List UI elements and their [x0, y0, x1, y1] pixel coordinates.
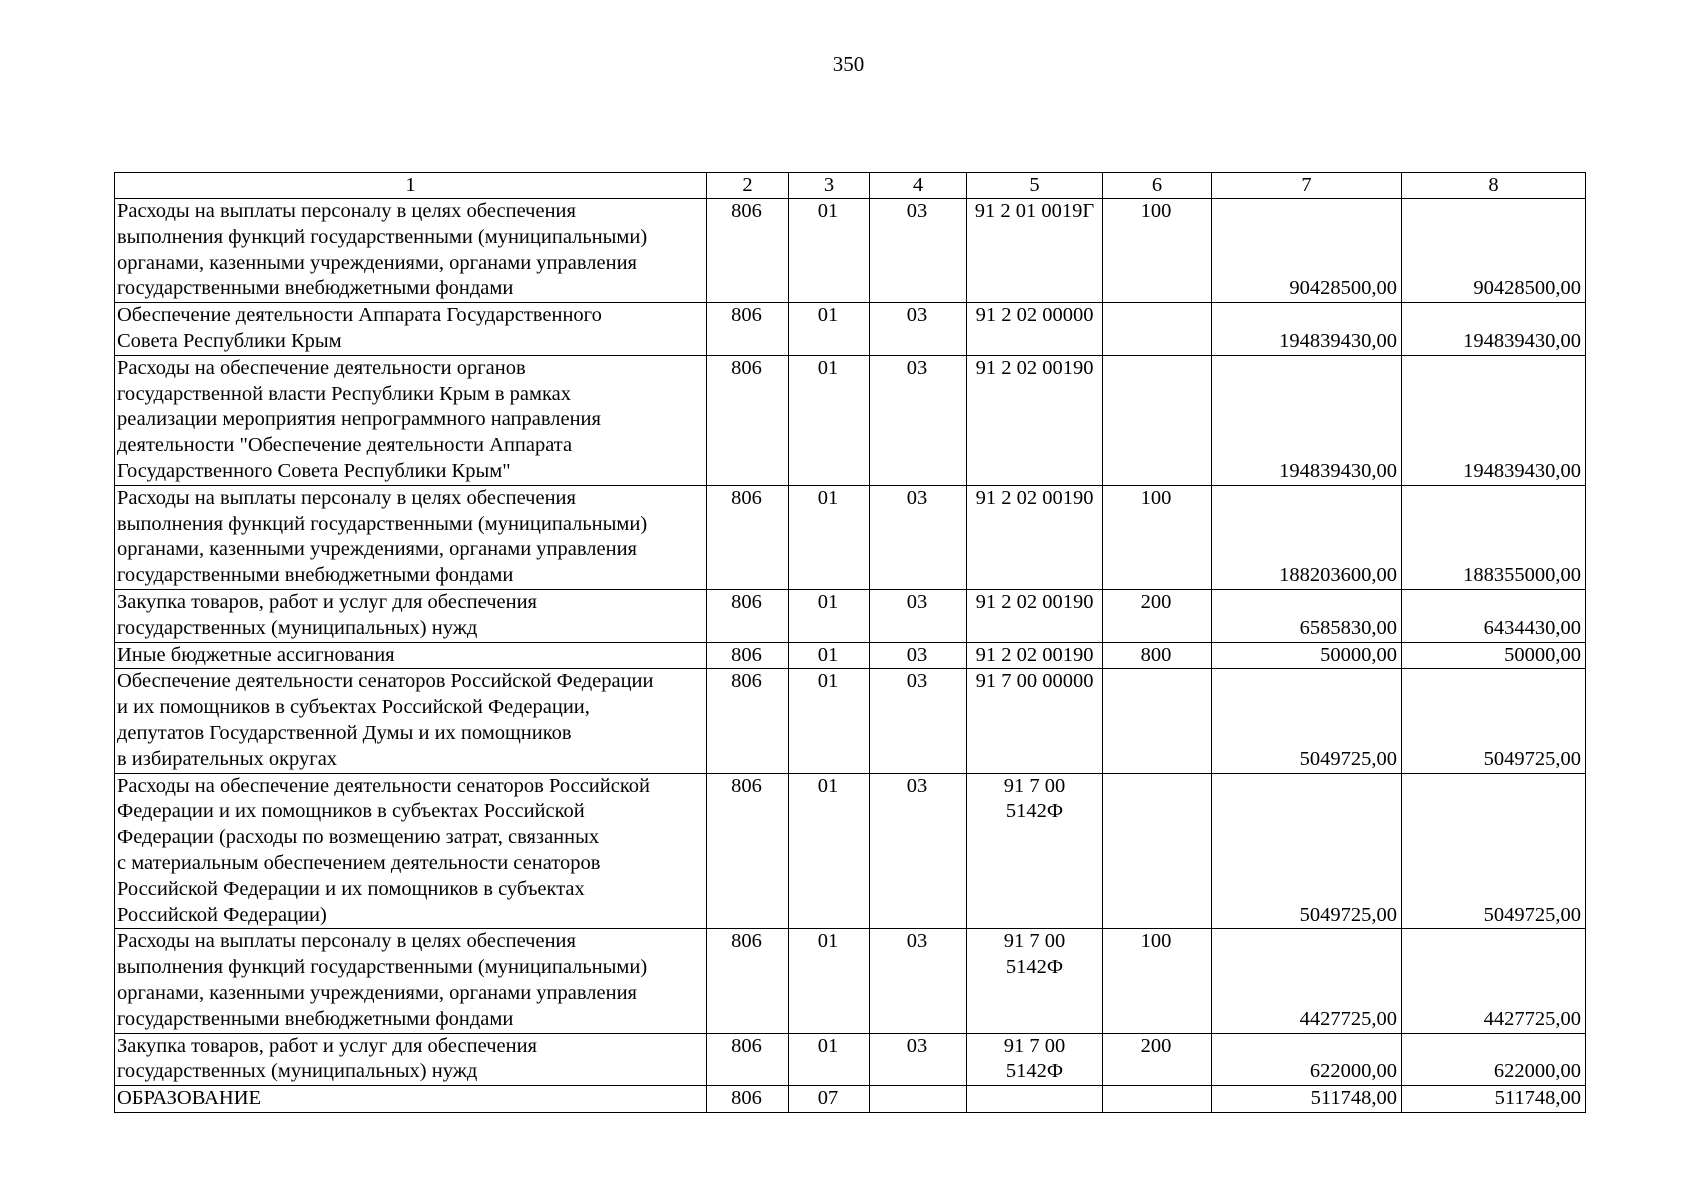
ministry-code: 806	[707, 199, 789, 303]
page-number: 350	[832, 52, 865, 76]
subsection-code: 03	[870, 589, 967, 642]
amount-col7: 511748,00	[1212, 1086, 1402, 1113]
amount-col8: 194839430,00	[1402, 355, 1586, 485]
table-row	[115, 929, 1586, 1033]
ministry-code: 806	[707, 1033, 789, 1086]
amount-col7: 5049725,00	[1212, 669, 1402, 773]
amount-col8: 5049725,00	[1402, 669, 1586, 773]
section-code: 01	[789, 929, 870, 1033]
expense-type-code	[1103, 773, 1212, 929]
expense-name: Расходы на обеспечение деятельности органов государственной власти Республики Крым в рамках реализации мероприятия непрограммного направления деятельности "Обеспечение деятельности Аппарата Государственного Совета Республики Крым"	[115, 355, 707, 485]
amount-col7: 90428500,00	[1212, 199, 1402, 303]
subsection-code: 03	[870, 773, 967, 929]
expense-name: Закупка товаров, работ и услуг для обеспечения государственных (муниципальных) нужд	[115, 1033, 707, 1086]
ministry-code: 806	[707, 1086, 789, 1113]
expense-type-code: 800	[1103, 642, 1212, 669]
amount-col8: 90428500,00	[1402, 199, 1586, 303]
expense-type-code: 200	[1103, 589, 1212, 642]
table-row	[115, 589, 1586, 642]
section-code: 01	[789, 1033, 870, 1086]
expense-type-code: 200	[1103, 1033, 1212, 1086]
ministry-code: 806	[707, 355, 789, 485]
subsection-code: 03	[870, 199, 967, 303]
amount-col8: 6434430,00	[1402, 589, 1586, 642]
ministry-code: 806	[707, 642, 789, 669]
section-code: 01	[789, 199, 870, 303]
subsection-code: 03	[870, 1033, 967, 1086]
column-header: 1	[115, 173, 707, 199]
section-code: 01	[789, 773, 870, 929]
target-article-code: 91 2 01 0019Г	[967, 199, 1103, 303]
target-article-code: 91 2 02 00190	[967, 642, 1103, 669]
target-article-code	[967, 1086, 1103, 1113]
section-code: 01	[789, 355, 870, 485]
column-header: 8	[1402, 173, 1586, 199]
expense-type-code	[1103, 303, 1212, 356]
ministry-code: 806	[707, 773, 789, 929]
expense-name: Расходы на выплаты персоналу в целях обеспечения выполнения функций государственными (муниципальными) органами, казенными учреждениями, органами управления государственными внебюджетными фондами	[115, 199, 707, 303]
amount-col8: 622000,00	[1402, 1033, 1586, 1086]
column-header: 3	[789, 173, 870, 199]
table-row	[115, 1086, 1586, 1113]
column-number-row	[115, 173, 1586, 199]
expense-name: Расходы на выплаты персоналу в целях обеспечения выполнения функций государственными (муниципальными) органами, казенными учреждениями, органами управления государственными внебюджетными фондами	[115, 929, 707, 1033]
table-row	[115, 1033, 1586, 1086]
expense-name: Закупка товаров, работ и услуг для обеспечения государственных (муниципальных) нужд	[115, 589, 707, 642]
budget-table	[114, 172, 1586, 1113]
section-code: 01	[789, 485, 870, 589]
target-article-code: 91 7 00 5142Ф	[967, 1033, 1103, 1086]
amount-col7: 622000,00	[1212, 1033, 1402, 1086]
target-article-code: 91 7 00 5142Ф	[967, 773, 1103, 929]
expense-name: Обеспечение деятельности сенаторов Российской Федерации и их помощников в субъектах Российской Федерации, депутатов Государственной Думы и их помощников в избирательных округах	[115, 669, 707, 773]
expense-type-code: 100	[1103, 199, 1212, 303]
table-row	[115, 642, 1586, 669]
target-article-code: 91 2 02 00190	[967, 355, 1103, 485]
amount-col7: 188203600,00	[1212, 485, 1402, 589]
table-row	[115, 669, 1586, 773]
expense-type-code	[1103, 669, 1212, 773]
table-row	[115, 773, 1586, 929]
expense-name: Иные бюджетные ассигнования	[115, 642, 707, 669]
expense-name: ОБРАЗОВАНИЕ	[115, 1086, 707, 1113]
target-article-code: 91 2 02 00190	[967, 589, 1103, 642]
section-code: 01	[789, 669, 870, 773]
column-header: 5	[967, 173, 1103, 199]
ministry-code: 806	[707, 669, 789, 773]
amount-col8: 5049725,00	[1402, 773, 1586, 929]
column-header: 4	[870, 173, 967, 199]
amount-col8: 50000,00	[1402, 642, 1586, 669]
amount-col7: 5049725,00	[1212, 773, 1402, 929]
table-row	[115, 199, 1586, 303]
amount-col8: 194839430,00	[1402, 303, 1586, 356]
ministry-code: 806	[707, 303, 789, 356]
subsection-code: 03	[870, 303, 967, 356]
table-row	[115, 485, 1586, 589]
expense-type-code	[1103, 355, 1212, 485]
column-header: 6	[1103, 173, 1212, 199]
target-article-code: 91 7 00 00000	[967, 669, 1103, 773]
target-article-code: 91 7 00 5142Ф	[967, 929, 1103, 1033]
target-article-code: 91 2 02 00190	[967, 485, 1103, 589]
subsection-code	[870, 1086, 967, 1113]
expense-name: Расходы на выплаты персоналу в целях обеспечения выполнения функций государственными (муниципальными) органами, казенными учреждениями, органами управления государственными внебюджетными фондами	[115, 485, 707, 589]
subsection-code: 03	[870, 669, 967, 773]
section-code: 01	[789, 303, 870, 356]
expense-type-code: 100	[1103, 485, 1212, 589]
subsection-code: 03	[870, 355, 967, 485]
amount-col7: 6585830,00	[1212, 589, 1402, 642]
subsection-code: 03	[870, 485, 967, 589]
column-header: 7	[1212, 173, 1402, 199]
section-code: 07	[789, 1086, 870, 1113]
expense-type-code	[1103, 1086, 1212, 1113]
table-row	[115, 355, 1586, 485]
expense-name: Расходы на обеспечение деятельности сенаторов Российской Федерации и их помощников в субъектах Российской Федерации (расходы по возмещению затрат, связанных с материальным обеспечением деятельности сенаторов Российской Федерации и их помощников в субъектах Российской Федерации)	[115, 773, 707, 929]
section-code: 01	[789, 642, 870, 669]
ministry-code: 806	[707, 929, 789, 1033]
table-row	[115, 303, 1586, 356]
amount-col7: 194839430,00	[1212, 355, 1402, 485]
expense-name: Обеспечение деятельности Аппарата Государственного Совета Республики Крым	[115, 303, 707, 356]
amount-col7: 194839430,00	[1212, 303, 1402, 356]
amount-col7: 50000,00	[1212, 642, 1402, 669]
target-article-code: 91 2 02 00000	[967, 303, 1103, 356]
amount-col8: 511748,00	[1402, 1086, 1586, 1113]
column-header: 2	[707, 173, 789, 199]
ministry-code: 806	[707, 589, 789, 642]
amount-col7: 4427725,00	[1212, 929, 1402, 1033]
amount-col8: 4427725,00	[1402, 929, 1586, 1033]
amount-col8: 188355000,00	[1402, 485, 1586, 589]
ministry-code: 806	[707, 485, 789, 589]
section-code: 01	[789, 589, 870, 642]
subsection-code: 03	[870, 642, 967, 669]
subsection-code: 03	[870, 929, 967, 1033]
expense-type-code: 100	[1103, 929, 1212, 1033]
